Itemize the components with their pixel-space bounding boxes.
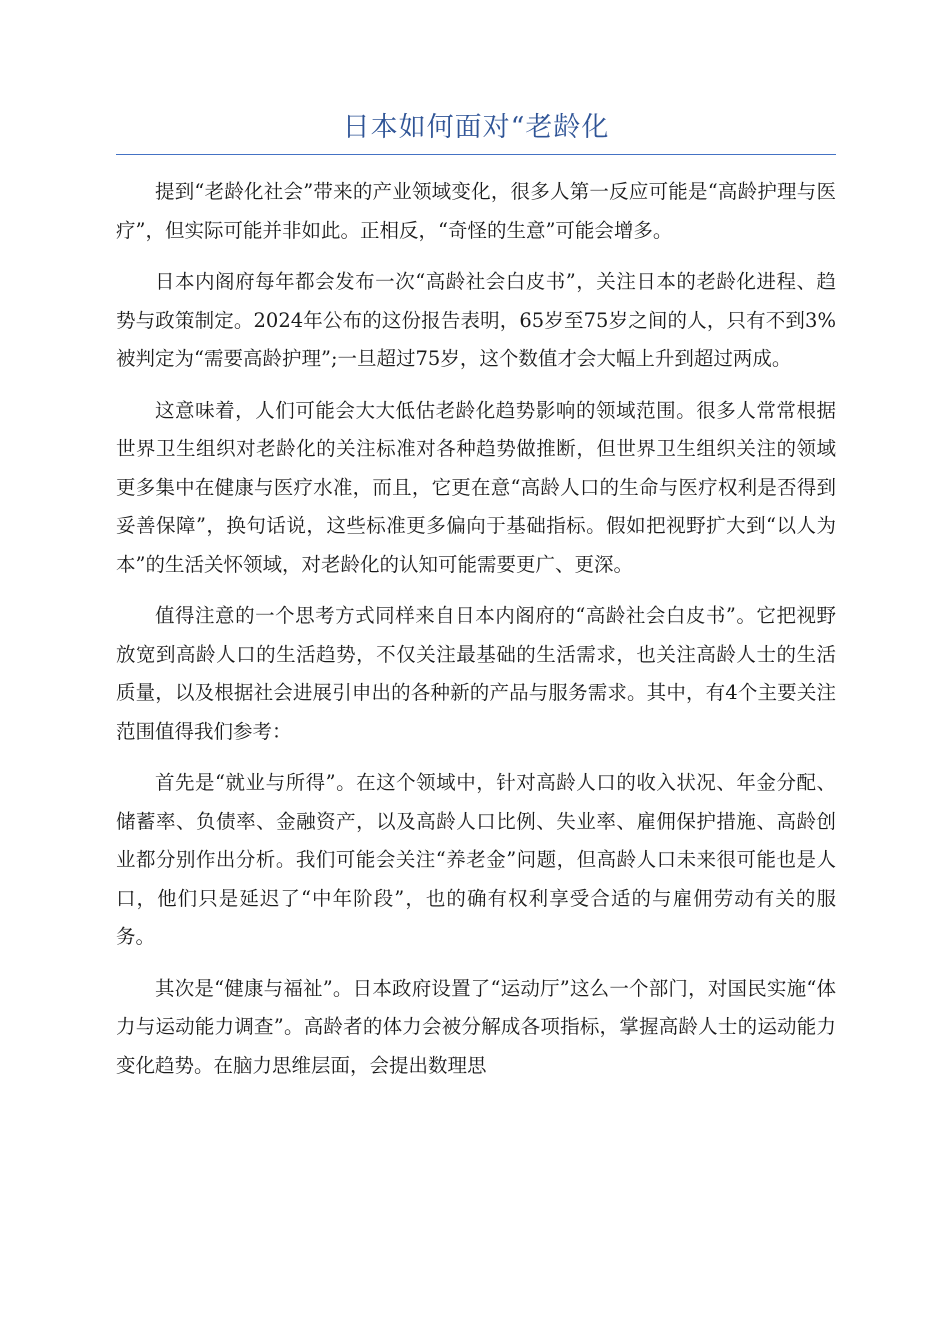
paragraph-6: 其次是“健康与福祉”。日本政府设置了“运动厅”这么一个部门，对国民实施“体力与运动能力调查”。高龄者的体力会被分解成各项指标，掌握高龄人士的运动能力变化趋势。在脑力思维层面，会提出数理思 — [116, 976, 836, 1077]
paragraph-1: 提到“老龄化社会”带来的产业领域变化，很多人第一反应可能是“高龄护理与医疗”，但实际可能并非如此。正相反，“奇怪的生意”可能会增多。 — [116, 180, 836, 242]
document-page — [116, 108, 836, 1098]
paragraph-3: 这意味着，人们可能会大大低估老龄化趋势影响的领域范围。很多人常常根据世界卫生组织对老龄化的关注标准对各种趋势做推断，但世界卫生组织关注的领域更多集中在健康与医疗水准，而且，它更在意“高龄人口的生命与医疗权利是否得到妥善保障”，换句话说，这些标准更多偏向于基础指标。假如把视野扩大到“以人为本”的生活关怀领域，对老龄化的认知可能需要更广、更深。 — [116, 398, 836, 576]
document-title: 日本如何面对“老龄化 — [116, 108, 836, 155]
paragraph-4: 值得注意的一个思考方式同样来自日本内阁府的“高龄社会白皮书”。它把视野放宽到高龄人口的生活趋势，不仅关注最基础的生活需求，也关注高龄人士的生活质量，以及根据社会进展引申出的各种新的产品与服务需求。其中，有4个主要关注范围值得我们参考： — [116, 604, 836, 743]
paragraph-5: 首先是“就业与所得”。在这个领域中，针对高龄人口的收入状况、年金分配、储蓄率、负债率、金融资产，以及高龄人口比例、失业率、雇佣保护措施、高龄创业都分别作出分析。我们可能会关注“养老金”问题，但高龄人口未来很可能也是人口，他们只是延迟了“中年阶段”，也的确有权利享受合适的与雇佣劳动有关的服务。 — [116, 771, 836, 948]
paragraph-2: 日本内阁府每年都会发布一次“高龄社会白皮书”，关注日本的老龄化进程、趋势与政策制定。2024年公布的这份报告表明，65岁至75岁之间的人，只有不到3%被判定为“需要高龄护理”;一旦超过75岁，这个数值才会大幅上升到超过两成。 — [116, 270, 836, 370]
